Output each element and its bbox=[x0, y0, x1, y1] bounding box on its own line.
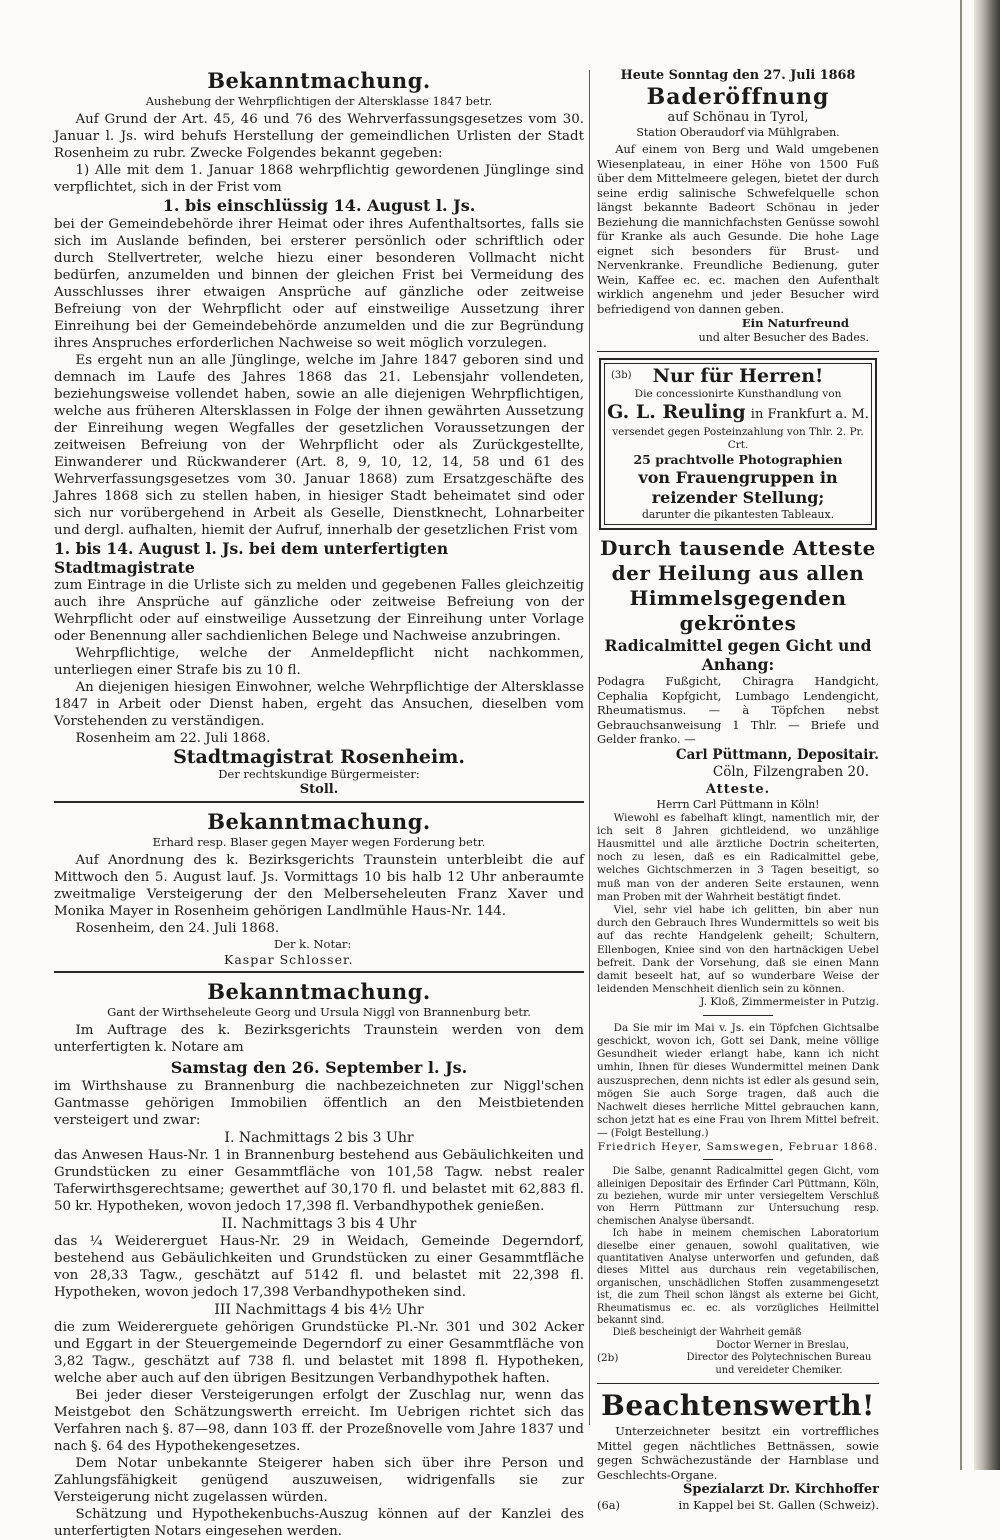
ad-line: versendet gegen Posteinzahlung von Thlr. 2. Pr. Crt. bbox=[612, 426, 864, 451]
analysis-text: Die Salbe, genannt Radicalmittel gegen Gicht, vom alleinigen Depositair des Erfinder Carl Püttmann, Köln, zu beziehen, wurde mir unter versiegeltem Verschluß von Herrn Püttmann zur Untersuchung resp. chemischen Analyse übersandt. bbox=[597, 1166, 879, 1227]
ad-gout-remedy bbox=[597, 536, 879, 1377]
notice-paragraph: Wehrpflichtige, welche der Anmeldepflicht nicht nachkommen, unterliegen einer Strafe bis zu 10 fl. bbox=[54, 646, 584, 678]
ad-headline: Durch tausende Atteste der Heilung aus allen Himmelsgegenden gekröntes bbox=[600, 536, 876, 635]
section-divider bbox=[54, 971, 584, 973]
ad-merchant-name: G. L. Reuling bbox=[607, 401, 746, 423]
notice-auction-niggl bbox=[54, 979, 584, 1540]
notice-auction-cancel bbox=[54, 809, 584, 967]
ad-tag: (6a) bbox=[597, 1498, 620, 1513]
ad-line: darunter die pikantesten Tableaux. bbox=[641, 508, 835, 521]
notice-signer-role: Der k. Notar: bbox=[274, 937, 352, 951]
notice-paragraph: zum Eintrage in die Urliste sich zu melden und gegebenen Falles gleichzeitig auch ihre Ansprüche auf gänzliche oder zeitweise Befreiung von der Wehrpflicht oder auf einstweilige Aussetzung der Einreihung unter Vorlage oder Benennung aller sachdienlichen Belege und Nachweise anzubringen. bbox=[54, 578, 584, 644]
notice-place-date: Rosenheim am 22. Juli 1868. bbox=[75, 731, 271, 746]
right-column bbox=[597, 68, 879, 1512]
notice-paragraph: Im Auftrage des k. Bezirksgerichts Traunstein werden von dem unterfertigten k. Notare am bbox=[54, 1023, 584, 1055]
section-divider bbox=[597, 351, 879, 352]
notice-paragraph: Auf Grund der Art. 45, 46 und 76 des Wehrverfassungsgesetzes vom 30. Januar l. Js. wird behufs Herstellung der gemeindlichen Urlisten der Stadt Rosenheim zu rubr. Zwecke Folgendes bekannt gegeben: bbox=[54, 112, 584, 161]
notice-subtitle: Aushebung der Wehrpflichtigen der Altersklasse 1847 betr. bbox=[145, 94, 493, 108]
ad-men-only bbox=[599, 358, 877, 530]
analysis-signature: Doctor Werner in Breslau, bbox=[716, 1339, 849, 1351]
mini-divider bbox=[703, 1159, 773, 1160]
analysis-signer-title: Director des Polytechnischen Bureau und vereideter Chemiker. bbox=[686, 1352, 872, 1376]
notice-date-range: 1. bis 14. August l. Js. bei dem unterfertigten Stadtmagistrate bbox=[54, 539, 449, 577]
ad-product: Radicalmittel gegen Gicht und Anhang: bbox=[604, 636, 872, 674]
section-divider bbox=[597, 1383, 879, 1384]
ad-tag: (3b) bbox=[611, 370, 632, 381]
analysis-certification: Dieß bescheinigt der Wahrheit gemäß bbox=[612, 1327, 802, 1339]
ad-station: Station Oberaudorf via Mühlgraben. bbox=[636, 126, 840, 139]
notice-title: Bekanntmachung. bbox=[207, 68, 431, 93]
notice-paragraph: Dem Notar unbekannte Steigerer haben sich über ihre Person und Zahlungsfähigkeit genügend auszuweisen, widrigenfalls sie zur Versteigerung nicht zugelassen würden. bbox=[54, 1456, 584, 1505]
ad-merchant bbox=[607, 401, 869, 426]
notice-paragraph: Schätzung und Hypothekenbuchs-Auszug können auf der Kanzlei des unterfertigten Notars eingesehen werden. bbox=[54, 1507, 584, 1539]
binding-line bbox=[960, 0, 962, 1470]
notice-auction-date: Samstag den 26. September l. Js. bbox=[170, 1058, 468, 1077]
lot-heading: III Nachmittags 4 bis 4½ Uhr bbox=[214, 1302, 424, 1318]
page-edge-shadow bbox=[974, 0, 1000, 1470]
mini-divider bbox=[703, 1015, 773, 1016]
testimonial-text: Viel, sehr viel habe ich gelitten, bin aber nun durch den Gebrauch Ihres Wundermittels so weit bis auf das rechte Handgelenk geheilt; Schultern, Ellenbogen, Kniee sind von den hartnäckigen Uebel befreit. Dank der Vorsehung, daß sie einen Mann damit beseelt hat, auf so wunderbare Weise der leidenden Menschheit dienlich sein zu können. bbox=[597, 903, 879, 996]
notice-signer: Stoll. bbox=[299, 782, 339, 797]
ad-line: Die concessionirte Kunsthandlung von bbox=[634, 388, 842, 400]
testimonial-text: Wiewohl es fabelhaft klingt, namentlich mir, der ich seit 8 Jahren gichtleidend, wo unzählige Hausmittel und alle ärztliche Doctrin scheiterten, noch zu lesen, daß es ein Radicalmittel gebe, welches Gichtschmerzen in 3 Tagen beseitigt, so muß man von der anderen Seite erstaunen, wenn man Proben mit der Wahrheit bestätigt findet. bbox=[597, 811, 879, 903]
testimonial-signature: J. Kloß, Zimmermeister in Putzig. bbox=[700, 996, 879, 1009]
ad-title: Baderöffnung bbox=[646, 84, 830, 110]
ad-bedwetting bbox=[597, 1390, 879, 1512]
testimonial-salutation: Herrn Carl Püttmann in Köln! bbox=[656, 797, 820, 811]
ad-section-title: Atteste. bbox=[705, 781, 771, 797]
left-column bbox=[54, 68, 584, 1540]
notice-date-range: 1. bis einschlüssig 14. August l. Js. bbox=[162, 196, 476, 215]
lot-description: das ¼ Weidererguet Haus-Nr. 29 in Weidach, Gemeinde Degerndorf, bestehend aus Gebäulichkeiten und Grundstücken zu einer Gesammtfläche von 28,33 Tagw., geschätzt auf 5142 fl. und belastet mit 22,398 fl. Hypotheken, wovon jedoch 17,398 Verbandhypotheken sind. bbox=[54, 1234, 584, 1300]
testimonial-signature: Friedrich Heyer, Samswegen, Februar 1868. bbox=[597, 1140, 879, 1153]
lot-description: die zum Weidererguete gehörigen Grundstücke Pl.-Nr. 301 und 302 Acker und Eggart in der Steuergemeinde Degerndorf zu einer Gesammtfläche von 3,82 Tagw., geschätzt auf 738 fl. und belastet mit 1898 fl. Hypotheken, welche aber auch auf den übrigen Besitzungen Verbandhypothek haften. bbox=[54, 1320, 584, 1386]
ad-signature-note: und alter Besucher des Bades. bbox=[698, 331, 869, 344]
ad-line: 25 prachtvolle Photographien bbox=[633, 452, 843, 467]
notice-paragraph: 1) Alle mit dem 1. Januar 1868 wehrpflichtig gewordenen Jünglinge sind verpflichtet, sich in der Frist vom bbox=[54, 163, 584, 195]
lot-heading: I. Nachmittags 2 bis 3 Uhr bbox=[224, 1130, 414, 1146]
ad-body: Auf einem von Berg und Wald umgebenen Wiesenplateau, in einer Höhe von 1500 Fuß über dem Mittelmeere gelegen, bietet der durch seine erdig salinische Schwefelquelle schon längst bekannte Badeort Schönau in jeder Beziehung die mannichfachsten Genüsse sowohl für Kranke als auch Gesunde. Die hohe Lage eignet sich besonders für Brust- und Nervenkranke. Freundliche Bedienung, guter Wein, Kaffee ec. ec. machen den Aufenthalt wirklich angenehm und jeder Besucher wird befriedigend von dannen geben. bbox=[597, 142, 879, 316]
notice-signer-role: Der rechtskundige Bürgermeister: bbox=[218, 767, 420, 781]
ad-dealer: Carl Püttmann, Depositair. bbox=[675, 746, 879, 763]
ad-title: Beachtenswerth! bbox=[601, 1389, 875, 1423]
notice-title: Bekanntmachung. bbox=[207, 979, 431, 1004]
ad-location: auf Schönau in Tyrol, bbox=[667, 110, 809, 125]
ad-signature: Ein Naturfreund bbox=[741, 316, 849, 330]
ad-line: von Frauengruppen in reizender Stellung; bbox=[638, 468, 838, 507]
notice-subtitle: Erhard resp. Blaser gegen Mayer wegen Forderung betr. bbox=[152, 835, 486, 849]
notice-authority: Stadtmagistrat Rosenheim. bbox=[173, 746, 465, 768]
testimonial-text: Da Sie mir im Mai v. Js. ein Töpfchen Gichtsalbe geschickt, wovon ich, Gott sei Dank, meine völlige Gesundheit wieder erlangt habe, kann ich nicht umhin, Ihnen für dieses Wundermittel meinen Dank auszusprechen, denn nichts ist edler als gesund sein, mögen Sie auch Sorge tragen, daß auch die Nachwelt dieses herrliche Mittel gebrauchen kann, schon jetzt hat es eine Frau von Ihrem Mittel befreit. — (Folgt Bestellung.) bbox=[597, 1021, 879, 1140]
notice-subtitle: Gant der Wirthseheleute Georg und Ursula Niggl von Brannenburg betr. bbox=[107, 1005, 531, 1019]
lot-heading: II. Nachmittags 3 bis 4 Uhr bbox=[221, 1216, 417, 1232]
ad-tag: (2b) bbox=[597, 1352, 619, 1365]
ad-footer bbox=[597, 1498, 879, 1512]
notice-title: Bekanntmachung. bbox=[207, 809, 431, 834]
section-divider bbox=[54, 801, 584, 803]
notice-place-date: Rosenheim, den 24. Juli 1868. bbox=[75, 921, 280, 936]
notice-paragraph: An diejenigen hiesigen Einwohner, welche Wehrpflichtige der Altersklasse 1847 in Arbeit oder Dienst haben, ergeht das Ansuchen, dieselben vom Vorstehenden zu verständigen. bbox=[54, 680, 584, 729]
ad-address: Cöln, Filzengraben 20. bbox=[712, 763, 869, 780]
notice-paragraph: Bei jeder dieser Versteigerungen erfolgt der Zuschlag nur, wenn das Meistgebot den Schätzungswerth erreicht. Im Uebrigen richtet sich das Verfahren nach §. 87—98, dann 103 ff. der Prozeßnovelle vom Jahre 1837 und nach §. 64 des Hypothekengesetzes. bbox=[54, 1388, 584, 1454]
column-rule bbox=[589, 70, 590, 1425]
notice-paragraph: bei der Gemeindebehörde ihrer Heimat oder ihres Aufenthaltsortes, falls sie sich im Auslande befinden, bei ersterer persönlich oder schriftlich oder durch Stellvertreter, welche hiezu einer besonderen Vollmacht nicht bedürfen, anzumelden und binnen der gleichen Frist bei Vermeidung des Ausschlusses ihrer etwaigen Ansprüche auf gänzliche oder zeitweise Befreiung von der Wehrpflicht oder auf einstweilige Aussetzung ihrer Einreihung bei der Gemeindebehörde anzumelden und die zur Begründung ihres Anspruches erforderlichen Nachweise so weit möglich vorzulegen. bbox=[54, 217, 584, 351]
notice-signer: Kaspar Schlosser. bbox=[224, 952, 354, 967]
ad-body: Unterzeichneter besitzt ein vortreffliches Mittel gegen nächtliches Bettnässen, sowie gegen Schwächezustände der Harnblase und Geschlechts-Organe. bbox=[597, 1424, 879, 1482]
notice-paragraph: im Wirthshause zu Brannenburg die nachbezeichneten zur Niggl'schen Gantmasse gehörigen Immobilien öffentlich an den Meistbietenden versteigert und zwar: bbox=[54, 1079, 584, 1128]
notice-paragraph: Es ergeht nun an alle Jünglinge, welche im Jahre 1847 geboren sind und demnach im Laufe des Jahres 1868 das 21. Lebensjahr vollendeten, beziehungsweise vollendet haben, sowie an alle diejenigen Wehrpflichtigen, welche aus früheren Altersklassen in Folge der ihnen gewährten Aussetzung der Einreihung wegen Wegfalles der gesetzlichen Voraussetzungen der zeitweisen Befreiung von der Wehrpflicht oder als Zurückgestellte, Einwanderer und Rückwanderer (Art. 8, 9, 10, 12, 14, 58 und 61 des Wehrverfassungsgesetzes vom 30. Januar 1868) zum Ersatzgeschäfte des Jahres 1868 sich zu stellen haben, in hiesiger Stadt beheimatet sind oder sich nur vorübergehend in Arbeit als Geselle, Dienstknecht, Lohnarbeiter und dergl. aufhalten, hiemit der Aufruf, innerhalb der gesetzlichen Frist vom bbox=[54, 353, 584, 538]
analysis-footer bbox=[597, 1352, 879, 1377]
ad-signer: Spezialarzt Dr. Kirchhoffer bbox=[683, 1482, 879, 1498]
notice-conscription bbox=[54, 68, 584, 797]
ad-title: Nur für Herren! bbox=[652, 365, 824, 387]
analysis-text: Ich habe in meinem chemischen Laboratorium dieselbe einer genauen, sowohl qualitativen, wie quantitativen Analyse unterworfen und gefunden, daß dieses Mittel aus durchaus rein vegetabilischen, organischen, unschädlichen Stoffen zusammengesetzt ist, die zum Theil schon längst als externe bei Gicht, Rheumatismus ec. ec. als vorzügliches Heilmittel bekannt sind. bbox=[597, 1228, 879, 1327]
ad-body: Podagra Fußgicht, Chiragra Handgicht, Cephalia Kopfgicht, Lumbago Lendengicht, Rheumatismus. — à Töpfchen nebst Gebrauchsanweisung 1 Thlr. — Briefe und Gelder franko. — bbox=[597, 674, 879, 746]
notice-paragraph: Auf Anordnung des k. Bezirksgerichts Traunstein unterbleibt die auf Mittwoch den 5. August lauf. Js. Vormittags 10 bis halb 12 Uhr anberaumte zweitmalige Versteigerung der den Melberseheleuten Franz Xaver und Monika Mayer in Rosenheim gehörigen Landlmühle Haus-Nr. 144. bbox=[54, 853, 584, 919]
ad-dateline: Heute Sonntag den 27. Juli 1868 bbox=[620, 68, 856, 83]
ad-bath-opening bbox=[597, 68, 879, 345]
ad-address: in Kappel bei St. Gallen (Schweiz). bbox=[678, 1498, 879, 1513]
lot-description: das Anwesen Haus-Nr. 1 in Brannenburg bestehend aus Gebäulichkeiten und Grundstücken zu einer Gesammtfläche von 101,58 Tagw. nebst realer Taferwirthsgerechtsame; gewerthet auf 30,170 fl. und belastet mit 62,883 fl. 50 kr. Hypotheken, wovon jedoch 17,398 fl. Verbandhypothek genießen. bbox=[54, 1148, 584, 1214]
ad-merchant-city: in Frankfurt a. M. bbox=[750, 407, 869, 422]
